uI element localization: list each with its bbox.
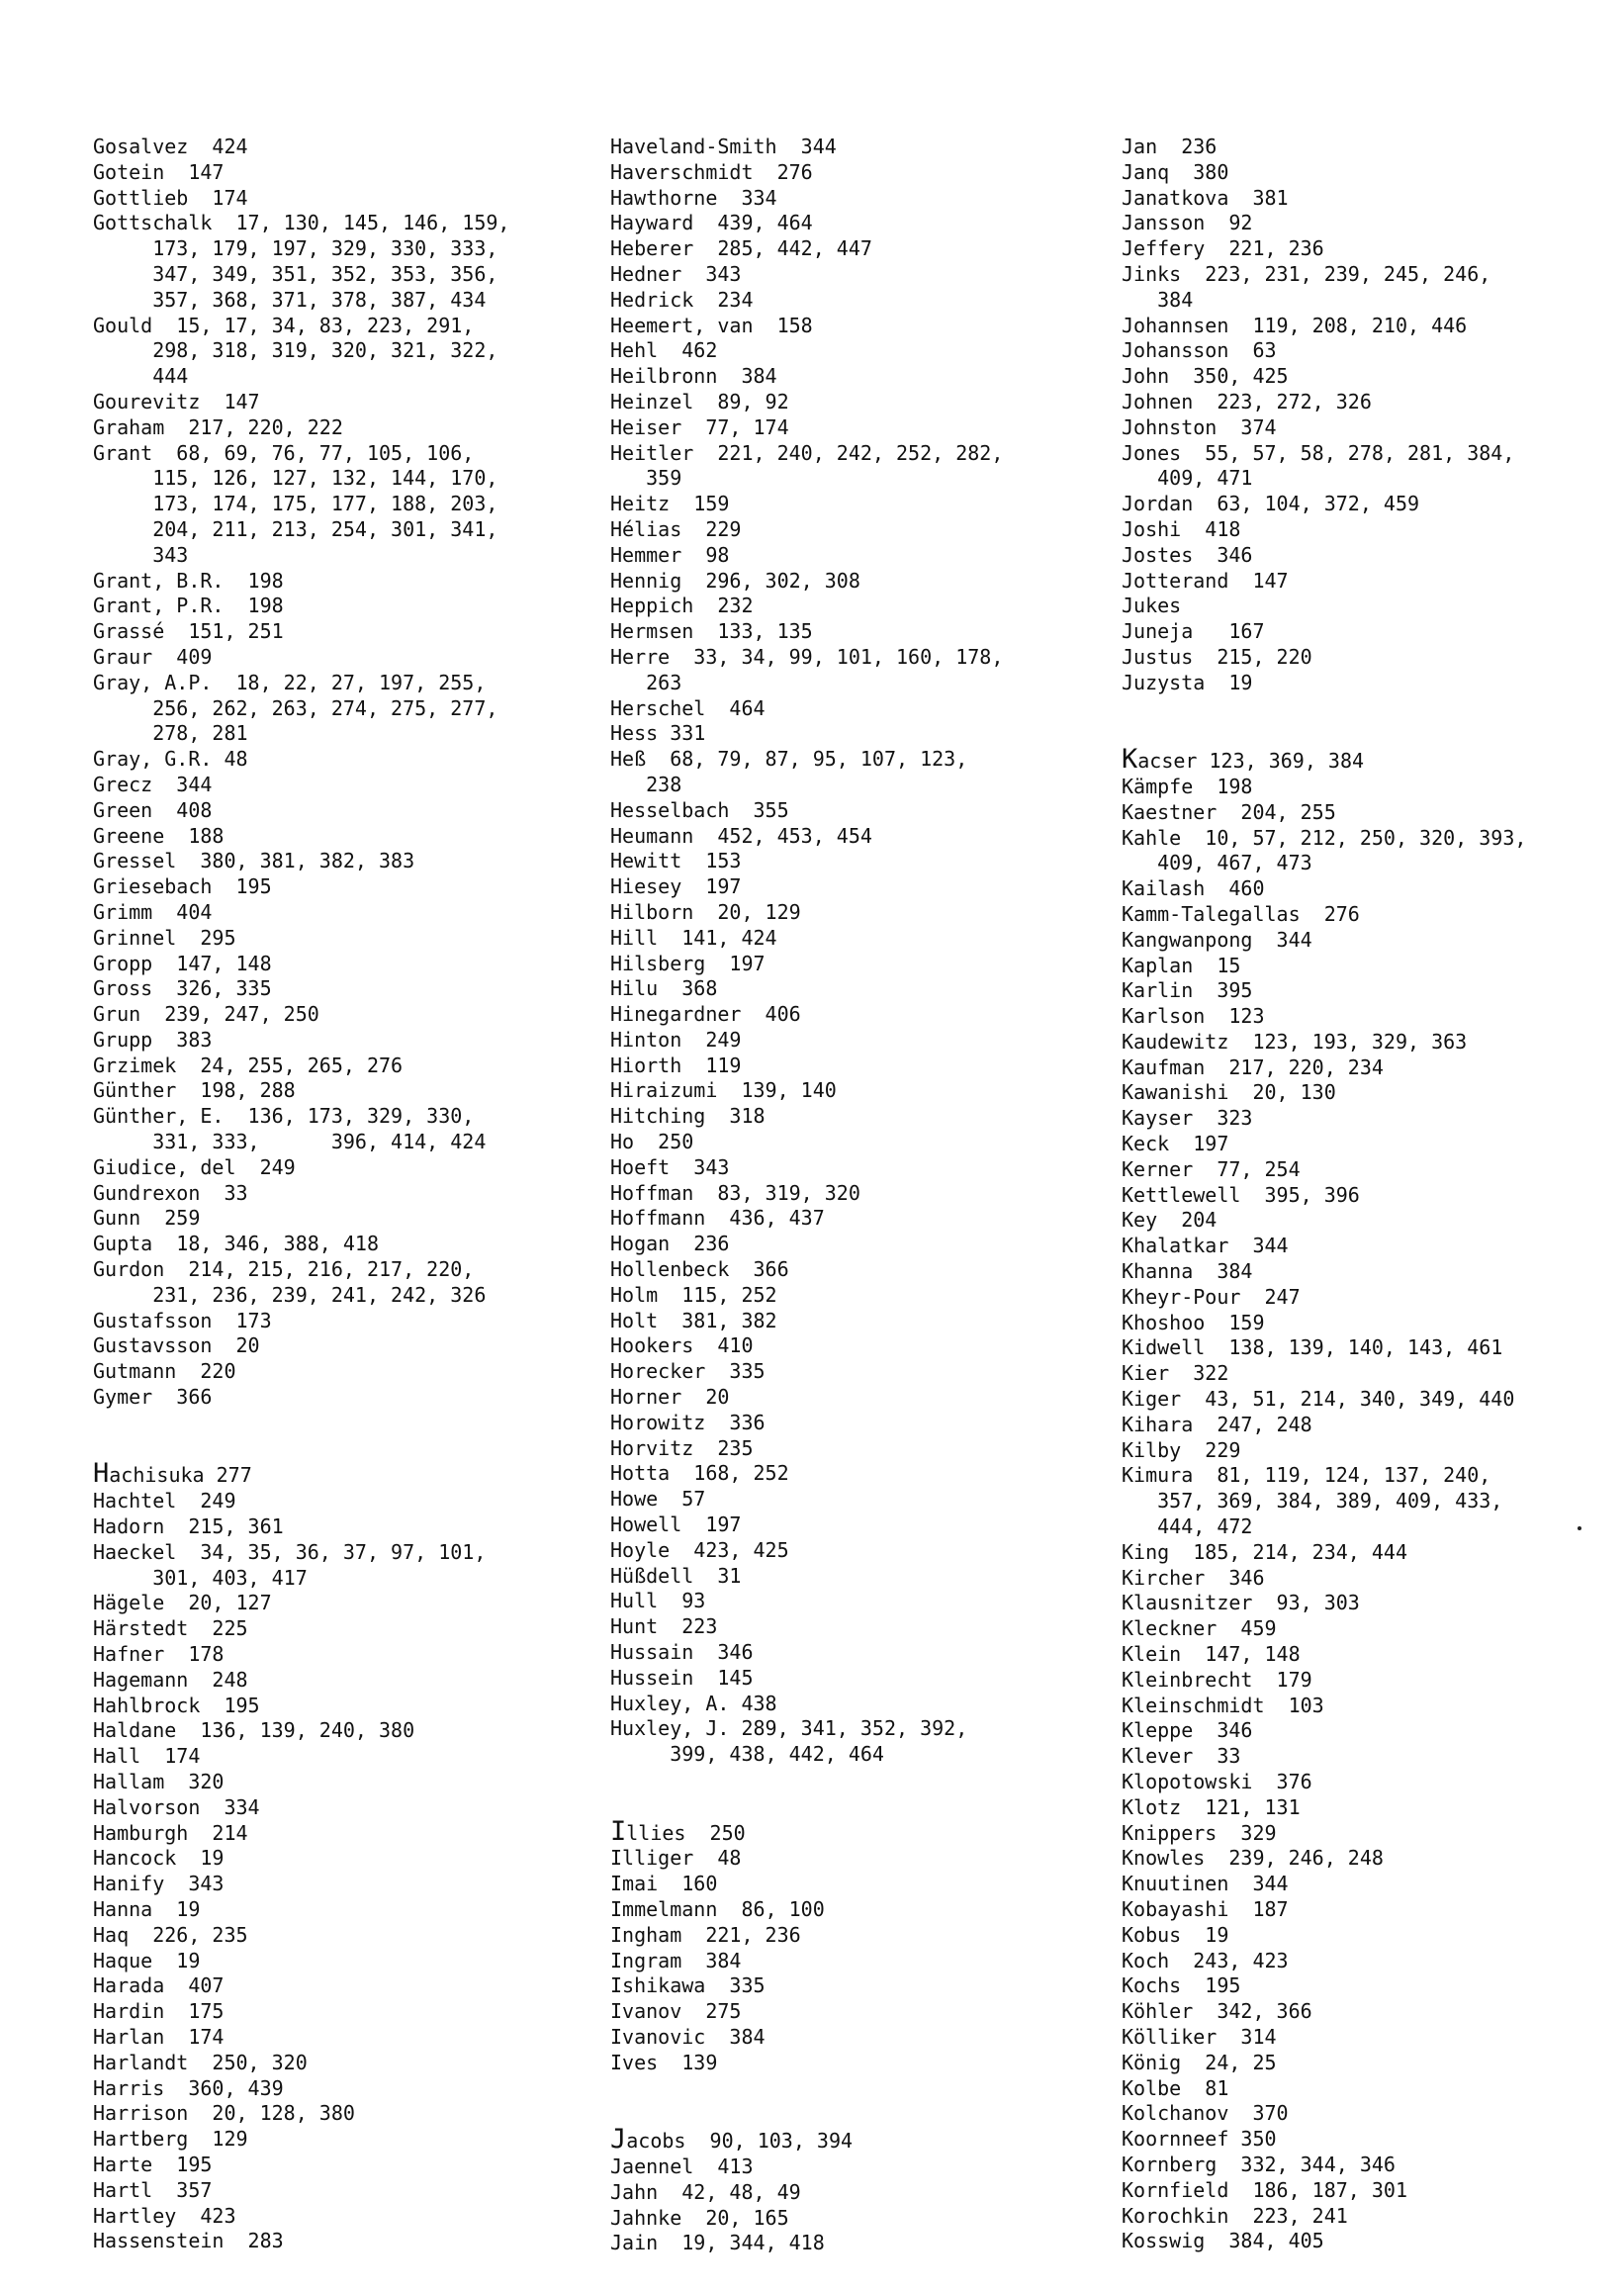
index-entry: Hassenstein 283 xyxy=(93,2229,284,2253)
index-entry: Hitching 318 xyxy=(610,1104,766,1129)
index-entry: Kaudewitz 123, 193, 329, 363 xyxy=(1122,1029,1468,1054)
index-entry: Jinks 223, 231, 239, 245, 246, xyxy=(1122,261,1491,286)
index-entry: Gustavsson 20 xyxy=(93,1333,260,1358)
index-entry: Gustafsson 173 xyxy=(93,1308,272,1332)
index-entry: 231, 236, 239, 241, 242, 326 xyxy=(93,1282,487,1307)
index-entry-text: llies 250 xyxy=(626,1820,746,1845)
index-entry: Hartberg 129 xyxy=(93,2127,248,2152)
index-entry: Koch 243, 423 xyxy=(1122,1948,1289,1972)
index-entry: Gourevitz 147 xyxy=(93,389,260,413)
index-entry: 357, 369, 384, 389, 409, 433, xyxy=(1122,1489,1503,1513)
index-entry: Hardin 175 xyxy=(93,1999,225,2024)
index-entry: Kimura 81, 119, 124, 137, 240, xyxy=(1122,1463,1491,1488)
index-entry: Grzimek 24, 255, 265, 276 xyxy=(93,1053,404,1077)
index-entry: Karlin 395 xyxy=(1122,978,1253,1003)
index-entry: Jan 236 xyxy=(1122,135,1218,158)
index-entry: Hawthorne 334 xyxy=(610,185,777,210)
index-entry: Ingram 384 xyxy=(610,1948,742,1972)
index-entry: Horecker 335 xyxy=(610,1359,766,1384)
index-entry: Kleckner 459 xyxy=(1122,1616,1277,1641)
index-entry: Kölliker 314 xyxy=(1122,2024,1277,2049)
section-initial-letter: H xyxy=(93,1458,110,1490)
index-entry: Ivanovic 384 xyxy=(610,2024,766,2049)
index-entry: Johnen 223, 272, 326 xyxy=(1122,389,1372,413)
index-entry: 238 xyxy=(610,772,682,796)
index-entry: Jones 55, 57, 58, 278, 281, 384, xyxy=(1122,440,1515,465)
index-entry: Gurdon 214, 215, 216, 217, 220, xyxy=(93,1257,475,1282)
index-entry: Hiorth 119 xyxy=(610,1053,742,1077)
index-entry: Kerner 77, 254 xyxy=(1122,1156,1301,1181)
index-entry: Harrison 20, 128, 380 xyxy=(93,2101,355,2126)
index-entry: Ishikawa 335 xyxy=(610,1973,766,1998)
index-entry: König 24, 25 xyxy=(1122,2050,1277,2074)
index-entry: Janq 380 xyxy=(1122,159,1229,184)
index-entry: Kidwell 138, 139, 140, 143, 461 xyxy=(1122,1335,1503,1360)
index-entry: Gunn 259 xyxy=(93,1206,201,1231)
index-entry: Juneja 167 xyxy=(1122,619,1265,644)
index-entry: Hehl 462 xyxy=(610,338,718,363)
index-entry: Joshi 418 xyxy=(1122,516,1241,541)
index-entry: 357, 368, 371, 378, 387, 434 xyxy=(93,287,487,312)
index-entry: Hiesey 197 xyxy=(610,874,742,899)
index-entry: Hoffman 83, 319, 320 xyxy=(610,1180,860,1205)
index-entry: Hall 174 xyxy=(93,1744,201,1769)
index-entry: 204, 211, 213, 254, 301, 341, xyxy=(93,516,498,541)
section-gap xyxy=(1122,721,1616,747)
index-entry: Hull 93 xyxy=(610,1589,706,1613)
index-entry: Harada 407 xyxy=(93,1973,225,1998)
section-gap xyxy=(610,1793,1105,1819)
index-entry: Jotterand 147 xyxy=(1122,568,1289,593)
index-entry: Johnston 374 xyxy=(1122,414,1277,439)
index-entry: Grant, B.R. 198 xyxy=(93,568,284,593)
index-entry: Hinegardner 406 xyxy=(610,1002,801,1027)
index-entry: Karlson 123 xyxy=(1122,1004,1265,1029)
index-entry: Hinton 249 xyxy=(610,1027,742,1052)
index-entry: Gross 326, 335 xyxy=(93,976,272,1001)
index-entry: Herre 33, 34, 99, 101, 160, 178, xyxy=(610,644,1004,669)
index-entry: Günther, E. 136, 173, 329, 330, xyxy=(93,1104,475,1129)
index-entry: 301, 403, 417 xyxy=(93,1565,308,1590)
index-entry: Keck 197 xyxy=(1122,1132,1229,1156)
index-entry: Hunt 223 xyxy=(610,1614,718,1639)
index-column-j-k xyxy=(1122,135,1616,2254)
index-entry: Huxley, A. 438 xyxy=(610,1691,777,1715)
index-entry: Gotein 147 xyxy=(93,159,225,184)
index-entry: Hägele 20, 127 xyxy=(93,1591,272,1615)
section-gap xyxy=(610,2076,1105,2102)
index-entry: Kobayashi 187 xyxy=(1122,1896,1289,1921)
index-entry: Kilby 229 xyxy=(1122,1437,1241,1462)
index-entry: Griesebach 195 xyxy=(93,874,272,899)
index-entry: Hamburgh 214 xyxy=(93,1820,248,1845)
index-entry: Hüßdell 31 xyxy=(610,1563,742,1588)
index-entry: Graham 217, 220, 222 xyxy=(93,414,343,439)
index-entry: Hemmer 98 xyxy=(610,542,730,567)
index-entry: Khoshoo 159 xyxy=(1122,1310,1265,1334)
index-entry: Jukes xyxy=(1122,594,1182,618)
index-entry: 173, 179, 197, 329, 330, 333, xyxy=(93,236,498,261)
index-entry: Hahlbrock 195 xyxy=(93,1693,260,1717)
index-entry: Heiser 77, 174 xyxy=(610,414,789,439)
index-entry: Grant 68, 69, 76, 77, 105, 106, xyxy=(93,440,475,465)
stray-mark xyxy=(1578,1526,1581,1530)
index-entry: Gropp 147, 148 xyxy=(93,951,272,975)
index-entry: Hoeft 343 xyxy=(610,1154,730,1179)
index-entry: Justus 215, 220 xyxy=(1122,644,1312,669)
index-entry: Johansson 63 xyxy=(1122,338,1277,363)
index-entry: Hilborn 20, 129 xyxy=(610,899,801,924)
index-entry: Jahn 42, 48, 49 xyxy=(610,2179,801,2204)
index-entry: Kahle 10, 57, 212, 250, 320, 393, xyxy=(1122,825,1527,850)
index-entry: Hedrick 234 xyxy=(610,287,754,312)
index-entry: Kornberg 332, 344, 346 xyxy=(1122,2152,1396,2176)
index-entry xyxy=(610,2124,1105,2155)
index-entry: Horner 20 xyxy=(610,1385,730,1410)
index-entry: Hoffmann 436, 437 xyxy=(610,1206,825,1231)
index-entry: Jahnke 20, 165 xyxy=(610,2205,789,2230)
index-entry: Hogan 236 xyxy=(610,1232,730,1256)
index-entry: Kleinbrecht 179 xyxy=(1122,1667,1312,1692)
index-entry: Howell 197 xyxy=(610,1513,742,1537)
index-entry: Kettlewell 395, 396 xyxy=(1122,1182,1360,1207)
index-column-h-j xyxy=(610,135,1105,2256)
index-entry: Harte 195 xyxy=(93,2152,213,2176)
index-entry: Heemert, van 158 xyxy=(610,313,813,337)
index-entry: Hartl 357 xyxy=(93,2177,213,2202)
index-entry: Knowles 239, 246, 248 xyxy=(1122,1846,1384,1871)
index-entry: 115, 126, 127, 132, 144, 170, xyxy=(93,466,498,491)
index-entry: Hallam 320 xyxy=(93,1770,225,1793)
index-entry: Klein 147, 148 xyxy=(1122,1642,1301,1667)
index-entry: Hedner 343 xyxy=(610,261,742,286)
index-entry: Hilu 368 xyxy=(610,976,718,1001)
index-entry: Gutmann 220 xyxy=(93,1359,236,1384)
index-entry: Hotta 168, 252 xyxy=(610,1461,789,1486)
index-entry: Hilsberg 197 xyxy=(610,951,766,975)
index-entry: Gottschalk 17, 130, 145, 146, 159, xyxy=(93,211,510,235)
section-initial-letter: J xyxy=(610,2124,627,2155)
index-entry: Holm 115, 252 xyxy=(610,1282,777,1307)
index-entry: Grassé 151, 251 xyxy=(93,619,284,644)
index-entry: Khalatkar 344 xyxy=(1122,1234,1289,1258)
index-entry: Hess 331 xyxy=(610,721,706,746)
index-entry: Greene 188 xyxy=(93,823,225,848)
index-entry: Kayser 323 xyxy=(1122,1106,1253,1131)
index-entry: Johannsen 119, 208, 210, 446 xyxy=(1122,313,1468,337)
index-entry: Koornneef 350 xyxy=(1122,2127,1277,2152)
index-entry: Heppich 232 xyxy=(610,594,754,618)
index-entry: Kobus 19 xyxy=(1122,1922,1229,1947)
section-initial-letter: I xyxy=(610,1815,627,1847)
index-entry-text: acobs 90, 103, 394 xyxy=(626,2129,854,2154)
index-entry: Kihara 247, 248 xyxy=(1122,1412,1312,1436)
section-gap xyxy=(610,1768,1105,1793)
index-entry: Heinzel 89, 92 xyxy=(610,389,789,413)
index-entry: 359 xyxy=(610,466,682,491)
index-entry: Grant, P.R. 198 xyxy=(93,594,284,618)
index-entry: Green 408 xyxy=(93,797,213,822)
index-entry: Heitler 221, 240, 242, 252, 282, xyxy=(610,440,1004,465)
index-entry: Heitz 159 xyxy=(610,492,730,516)
index-entry: 409, 471 xyxy=(1122,466,1253,491)
index-entry: Giudice, del 249 xyxy=(93,1154,296,1179)
index-entry: Herschel 464 xyxy=(610,695,766,720)
index-entry: Kleinschmidt 103 xyxy=(1122,1693,1324,1717)
index-entry-text: acser 123, 369, 384 xyxy=(1137,749,1365,774)
index-entry: Holt 381, 382 xyxy=(610,1308,777,1332)
index-entry: Horvitz 235 xyxy=(610,1435,754,1460)
index-entry: Jain 19, 344, 418 xyxy=(610,2231,825,2255)
index-entry: Graur 409 xyxy=(93,644,213,669)
index-entry: 384 xyxy=(1122,287,1194,312)
index-entry: Harlandt 250, 320 xyxy=(93,2050,308,2074)
index-entry: Hiraizumi 139, 140 xyxy=(610,1078,837,1103)
index-entry: Ivanov 275 xyxy=(610,1999,742,2024)
index-entry: Hesselbach 355 xyxy=(610,797,789,822)
index-entry: Janatkova 381 xyxy=(1122,185,1289,210)
index-entry: 256, 262, 263, 274, 275, 277, xyxy=(93,695,498,720)
index-entry: Heberer 285, 442, 447 xyxy=(610,236,872,261)
index-entry: 399, 438, 442, 464 xyxy=(610,1742,884,1767)
index-entry: Kamm-Talegallas 276 xyxy=(1122,901,1360,926)
index-entry: Hagemann 248 xyxy=(93,1667,248,1692)
index-entry: Hewitt 153 xyxy=(610,849,742,873)
index-entry: Grupp 383 xyxy=(93,1027,213,1052)
index-entry: 347, 349, 351, 352, 353, 356, xyxy=(93,261,498,286)
index-entry: Hookers 410 xyxy=(610,1333,754,1358)
index-entry: Jansson 92 xyxy=(1122,211,1253,235)
index-entry: Hayward 439, 464 xyxy=(610,211,813,235)
index-entry: Gressel 380, 381, 382, 383 xyxy=(93,849,415,873)
index-entry: Kämpfe 198 xyxy=(1122,774,1253,798)
index-entry: Hussain 346 xyxy=(610,1640,754,1665)
index-entry: Haeckel 34, 35, 36, 37, 97, 101, xyxy=(93,1539,487,1564)
index-entry: Gray, A.P. 18, 22, 27, 197, 255, xyxy=(93,670,487,694)
index-entry: Korochkin 223, 241 xyxy=(1122,2203,1348,2228)
index-entry: Hoyle 423, 425 xyxy=(610,1537,789,1562)
index-entry: Kawanishi 20, 130 xyxy=(1122,1080,1336,1105)
index-entry: King 185, 214, 234, 444 xyxy=(1122,1539,1407,1564)
index-entry: Howe 57 xyxy=(610,1487,706,1512)
index-entry: Gupta 18, 346, 388, 418 xyxy=(93,1232,379,1256)
index-entry: John 350, 425 xyxy=(1122,364,1289,389)
index-entry: Kiger 43, 51, 214, 340, 349, 440 xyxy=(1122,1387,1515,1412)
index-entry: Grinnel 295 xyxy=(93,925,236,950)
index-entry: Huxley, J. 289, 341, 352, 392, xyxy=(610,1716,968,1741)
index-entry: Hélias 229 xyxy=(610,516,742,541)
index-entry: Hancock 19 xyxy=(93,1846,225,1871)
index-entry: Klever 33 xyxy=(1122,1744,1241,1769)
index-entry: 444, 472 xyxy=(1122,1514,1253,1539)
index-entry: Gould 15, 17, 34, 83, 223, 291, xyxy=(93,313,475,337)
index-entry: Harlan 174 xyxy=(93,2024,225,2049)
index-entry: Hollenbeck 366 xyxy=(610,1257,789,1282)
index-entry: Khanna 384 xyxy=(1122,1259,1253,1284)
index-entry: 331, 333, 396, 414, 424 xyxy=(93,1130,487,1154)
index-entry: Kolchanov 370 xyxy=(1122,2101,1289,2126)
index-entry: Härstedt 225 xyxy=(93,1616,248,1641)
index-entry: Ingham 221, 236 xyxy=(610,1922,801,1947)
index-entry: 409, 467, 473 xyxy=(1122,851,1312,875)
index-entry: Hanna 19 xyxy=(93,1896,201,1921)
index-entry: Juzysta 19 xyxy=(1122,670,1253,694)
index-entry: Jostes 346 xyxy=(1122,542,1253,567)
index-entry: Heilbronn 384 xyxy=(610,364,777,389)
index-entry: Köhler 342, 366 xyxy=(1122,1999,1312,2024)
index-entry: Illiger 48 xyxy=(610,1846,742,1871)
index-entry: Gottlieb 174 xyxy=(93,185,248,210)
index-entry: Kleppe 346 xyxy=(1122,1718,1253,1743)
index-entry: Harris 360, 439 xyxy=(93,2075,284,2100)
index-entry: Kosswig 384, 405 xyxy=(1122,2229,1324,2253)
index-entry: Haldane 136, 139, 240, 380 xyxy=(93,1718,415,1743)
index-entry: Hartley 423 xyxy=(93,2203,236,2228)
section-gap xyxy=(610,2101,1105,2127)
index-entry: Haque 19 xyxy=(93,1948,201,1972)
index-entry: 444 xyxy=(93,364,189,389)
index-entry: Gundrexon 33 xyxy=(93,1180,248,1205)
index-entry: Hill 141, 424 xyxy=(610,925,777,950)
index-entry: Kolbe 81 xyxy=(1122,2075,1229,2100)
index-entry: Kochs 195 xyxy=(1122,1973,1241,1998)
index-entry: Kangwanpong 344 xyxy=(1122,927,1312,952)
index-entry: Gray, G.R. 48 xyxy=(93,747,248,772)
index-entry: Hermsen 133, 135 xyxy=(610,619,813,644)
index-entry: Halvorson 334 xyxy=(93,1794,260,1819)
index-entry: Key 204 xyxy=(1122,1208,1218,1233)
index-entry: Hennig 296, 302, 308 xyxy=(610,568,860,593)
index-entry: Klotz 121, 131 xyxy=(1122,1794,1301,1819)
index-entry xyxy=(610,1815,1105,1847)
index-entry: Immelmann 86, 100 xyxy=(610,1896,825,1921)
index-entry: Haq 226, 235 xyxy=(93,1922,248,1947)
index-entry: Grimm 404 xyxy=(93,899,213,924)
index-entry: 343 xyxy=(93,542,189,567)
index-entry: Klausnitzer 93, 303 xyxy=(1122,1591,1360,1615)
index-entry: Kailash 460 xyxy=(1122,876,1265,901)
index-entry: Jordan 63, 104, 372, 459 xyxy=(1122,492,1420,516)
index-entry: Haveland-Smith 344 xyxy=(610,135,837,158)
index-entry xyxy=(93,1458,587,1490)
index-column-g-h xyxy=(93,135,587,2254)
index-entry: 173, 174, 175, 177, 188, 203, xyxy=(93,492,498,516)
section-gap xyxy=(93,1436,587,1462)
index-entry: Knuutinen 344 xyxy=(1122,1872,1289,1896)
index-entry: Hanify 343 xyxy=(93,1872,225,1896)
index-entry xyxy=(1122,744,1616,776)
index-entry: Kheyr-Pour 247 xyxy=(1122,1284,1301,1309)
section-initial-letter: K xyxy=(1122,744,1138,776)
index-entry: 298, 318, 319, 320, 321, 322, xyxy=(93,338,498,363)
index-entry: Klopotowski 376 xyxy=(1122,1770,1312,1793)
index-entry: Kaplan 15 xyxy=(1122,953,1241,977)
section-gap xyxy=(93,1411,587,1436)
index-entry: Gosalvez 424 xyxy=(93,135,248,158)
index-entry: Knippers 329 xyxy=(1122,1820,1277,1845)
index-entry: Hussein 145 xyxy=(610,1665,754,1690)
index-entry: Horowitz 336 xyxy=(610,1410,766,1434)
index-entry: Gymer 366 xyxy=(93,1385,213,1410)
index-entry: Kircher 346 xyxy=(1122,1565,1265,1590)
index-entry: Haverschmidt 276 xyxy=(610,159,813,184)
index-entry: Jaennel 413 xyxy=(610,2154,754,2178)
index-entry: 263 xyxy=(610,670,682,694)
index-entry: Ives 139 xyxy=(610,2050,718,2074)
index-entry: Hachtel 249 xyxy=(93,1489,236,1513)
index-entry: Hafner 178 xyxy=(93,1642,225,1667)
index-entry: Ho 250 xyxy=(610,1130,694,1154)
index-entry: Hadorn 215, 361 xyxy=(93,1514,284,1539)
index-entry: 278, 281 xyxy=(93,721,248,746)
index-entry: Grecz 344 xyxy=(93,772,213,796)
index-entry: Kaufman 217, 220, 234 xyxy=(1122,1054,1384,1079)
index-entry: Imai 160 xyxy=(610,1872,718,1896)
index-entry: Grun 239, 247, 250 xyxy=(93,1002,319,1027)
index-entry: Kornfield 186, 187, 301 xyxy=(1122,2177,1407,2202)
section-gap xyxy=(1122,696,1616,722)
index-entry: Günther 198, 288 xyxy=(93,1078,296,1103)
index-entry: Kaestner 204, 255 xyxy=(1122,799,1336,824)
index-entry: Heumann 452, 453, 454 xyxy=(610,823,872,848)
index-entry: Jeffery 221, 236 xyxy=(1122,236,1324,261)
index-entry: Heß 68, 79, 87, 95, 107, 123, xyxy=(610,747,968,772)
index-entry-text: achisuka 277 xyxy=(109,1463,252,1488)
index-entry: Kier 322 xyxy=(1122,1361,1229,1386)
